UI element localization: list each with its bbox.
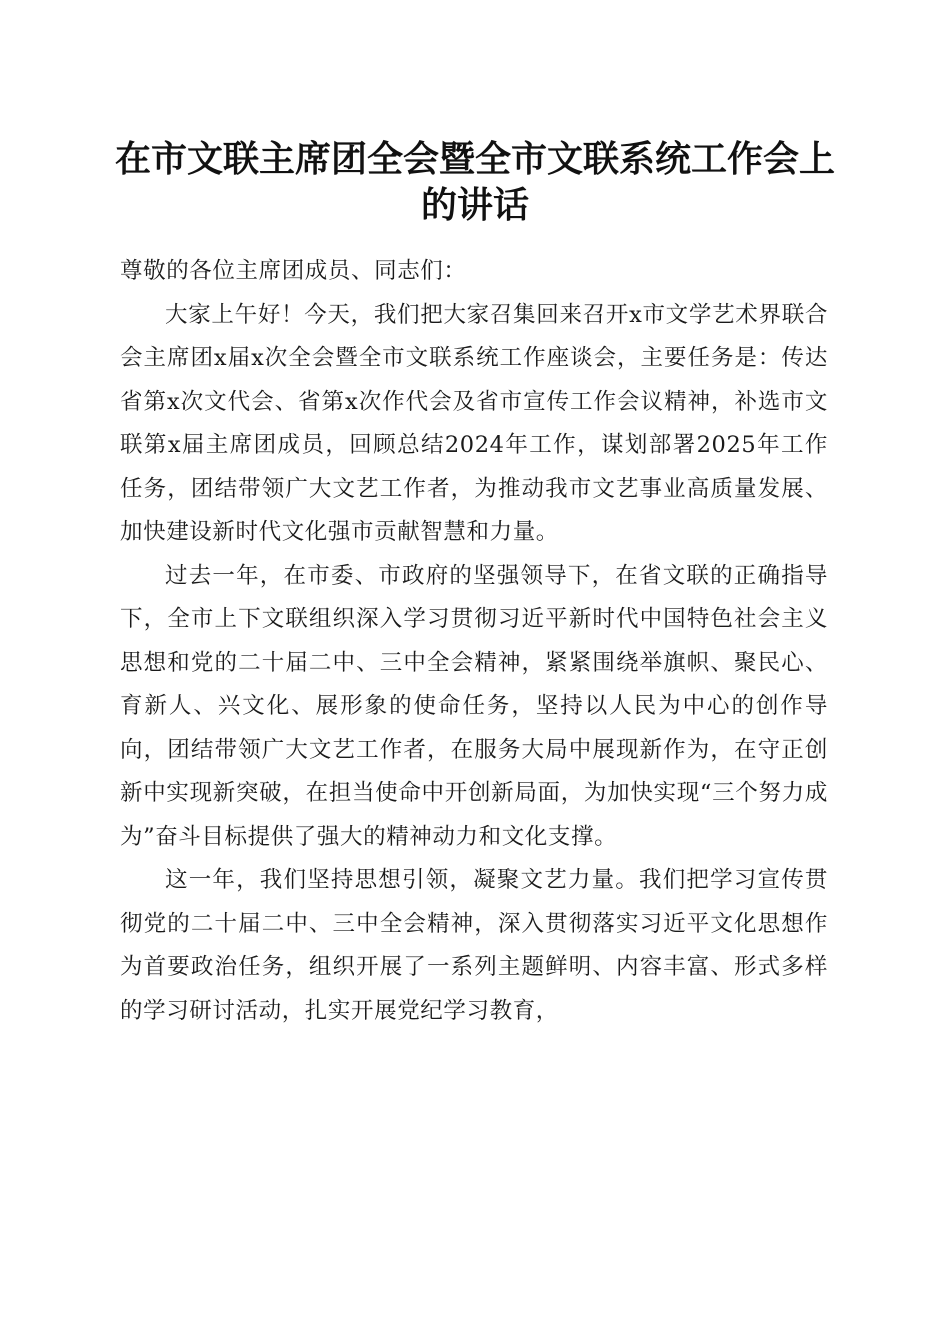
paragraph-2: 过去一年，在市委、市政府的坚强领导下，在省文联的正确指导下，全市上下文联组织深入学习贯彻习近平新时代中国特色社会主义思想和党的二十届二中、三中全会精神，紧紧围绕举旗帜、聚民心、育新人、兴文化、展形象的使命任务，坚持以人民为中心的创作导向，团结带领广大文艺工作者，在服务大局中展现新作为，在守正创新中实现新突破，在担当使命中开创新局面，为加快实现“三个努力成为”奋斗目标提供了强大的精神动力和文化支撑。 [120,562,828,850]
greeting: 尊敬的各位主席团成员、同志们： [120,258,467,284]
document-title: 在市文联主席团全会暨全市文联系统工作会上的讲话 [114,138,835,226]
paragraph-3: 这一年，我们坚持思想引领，凝聚文艺力量。我们把学习宣传贯彻党的二十届二中、三中全会精神，深入贯彻落实习近平文化思想作为首要政治任务，组织开展了一系列主题鲜明、内容丰富、形式多样的学习研讨活动，扎实开展党纪学习教育， [120,867,828,1024]
document-body [120,250,828,1033]
paragraph-1: 大家上午好！今天，我们把大家召集回来召开x市文学艺术界联合会主席团x届x次全会暨全市文联系统工作座谈会，主要任务是：传达省第x次文代会、省第x次作代会及省市宣传工作会议精神，补选市文联第x届主席团成员，回顾总结2024年工作，谋划部署2025年工作任务，团结带领广大文艺工作者，为推动我市文艺事业高质量发展、加快建设新时代文化强市贡献智慧和力量。 [120,301,828,545]
